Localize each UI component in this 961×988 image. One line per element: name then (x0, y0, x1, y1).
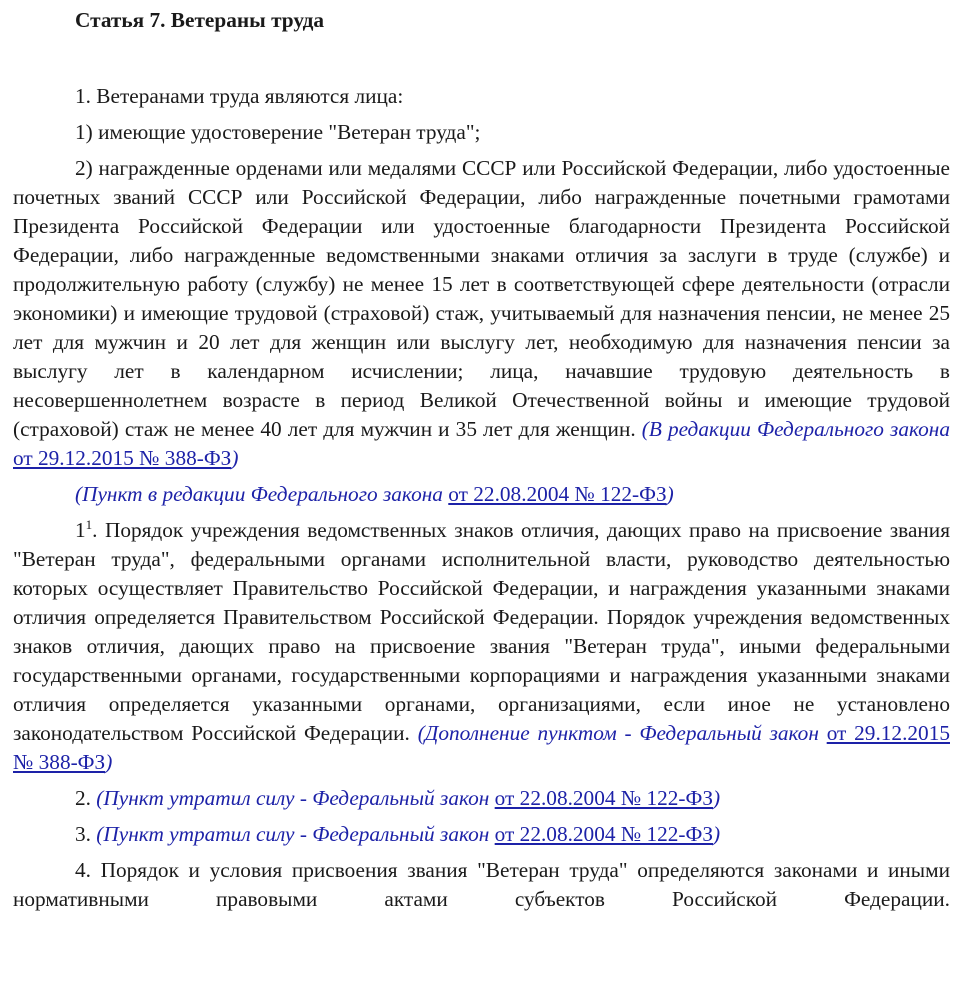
law-link-122[interactable]: от 22.08.2004 № 122-ФЗ (448, 482, 667, 506)
law-link-122[interactable]: от 22.08.2004 № 122-ФЗ (494, 786, 714, 810)
close-paren: ) (105, 750, 113, 774)
subitem-2 (13, 154, 950, 473)
law-link-388[interactable]: от 29.12.2015 № 388-ФЗ (13, 721, 950, 774)
subitem-1: 1) имеющие удостоверение "Ветеран труда"; (75, 120, 481, 144)
article-title: Статья 7. Ветераны труда (75, 8, 325, 32)
document (13, 0, 950, 921)
paragraph-2 (13, 784, 950, 813)
paragraph-superscript: 1 (85, 516, 93, 532)
paragraph-number: 3. (75, 822, 97, 846)
close-paren: ) (231, 446, 239, 470)
paragraph-4: 4. Порядок и условия присвоения звания "Ветеран труда" определяются законами и иными нормативными правовыми актами субъектов Российской Федерации. (13, 858, 950, 911)
amendment-note-text: (Дополнение пунктом - Федеральный закон (417, 721, 827, 745)
paragraph-number: 1 (75, 518, 86, 542)
subitem-2-text: 2) награжденные орденами или медалями СССР или Российской Федерации, либо удостоенные почетных званий СССР или Российской Федерации, либо награжденные почетными грамотами Президента Российской Федерации или удостоенные благодарности Президента Российской Федерации, либо награжденные ведомственными знаками отличия за заслуги в труде (службе) и продолжительную работу (службу) не менее 15 лет в соответствующей сфере деятельности (отрасли экономики) и имеющие трудовой (страховой) стаж, учитываемый для назначения пенсии, не менее 25 лет для мужчин и 20 лет для женщин или выслугу лет, необходимую для назначения пенсии за выслугу лет в календарном исчислении; лица, начавшие трудовую деятельность в несовершеннолетнем возрасте в период Великой Отечественной войны и имеющие трудовой (страховой) стаж не менее 40 лет для мужчин и 35 лет для женщин. (13, 156, 950, 441)
repealed-note-text: (Пункт утратил силу - Федеральный закон (96, 786, 495, 810)
law-link-122[interactable]: от 22.08.2004 № 122-ФЗ (494, 822, 714, 846)
amendment-note-text: (В редакции Федерального закона (641, 417, 950, 441)
close-paren: ) (713, 786, 721, 810)
law-link-388[interactable]: от 29.12.2015 № 388-ФЗ (13, 446, 232, 470)
paragraph-1: 1. Ветеранами труда являются лица: (75, 84, 404, 108)
repealed-note-text: (Пункт утратил силу - Федеральный закон (96, 822, 495, 846)
paragraph-1-note (13, 480, 950, 509)
paragraph-1-1 (13, 516, 950, 777)
amendment-note-text: (Пункт в редакции Федерального закона (75, 482, 449, 506)
paragraph-text: . Порядок учреждения ведомственных знаков отличия, дающих право на присвоение звания "Ветеран труда", федеральными органами исполнительной власти, руководство деятельностью которых осуществляет Правительство Российской Федерации, и награждения указанными знаками отличия определяется Правительством Российской Федерации. Порядок учреждения ведомственных знаков отличия, дающих право на присвоение звания "Ветеран труда", иными федеральными государственными органами, государственными корпорациями и награждения указанными знаками отличия определяется указанными органами, организациями, если иное не установлено законодательством Российской Федерации. (13, 518, 950, 745)
close-paren: ) (666, 482, 674, 506)
paragraph-3 (13, 820, 950, 849)
paragraph-number: 2. (75, 786, 97, 810)
close-paren: ) (713, 822, 721, 846)
